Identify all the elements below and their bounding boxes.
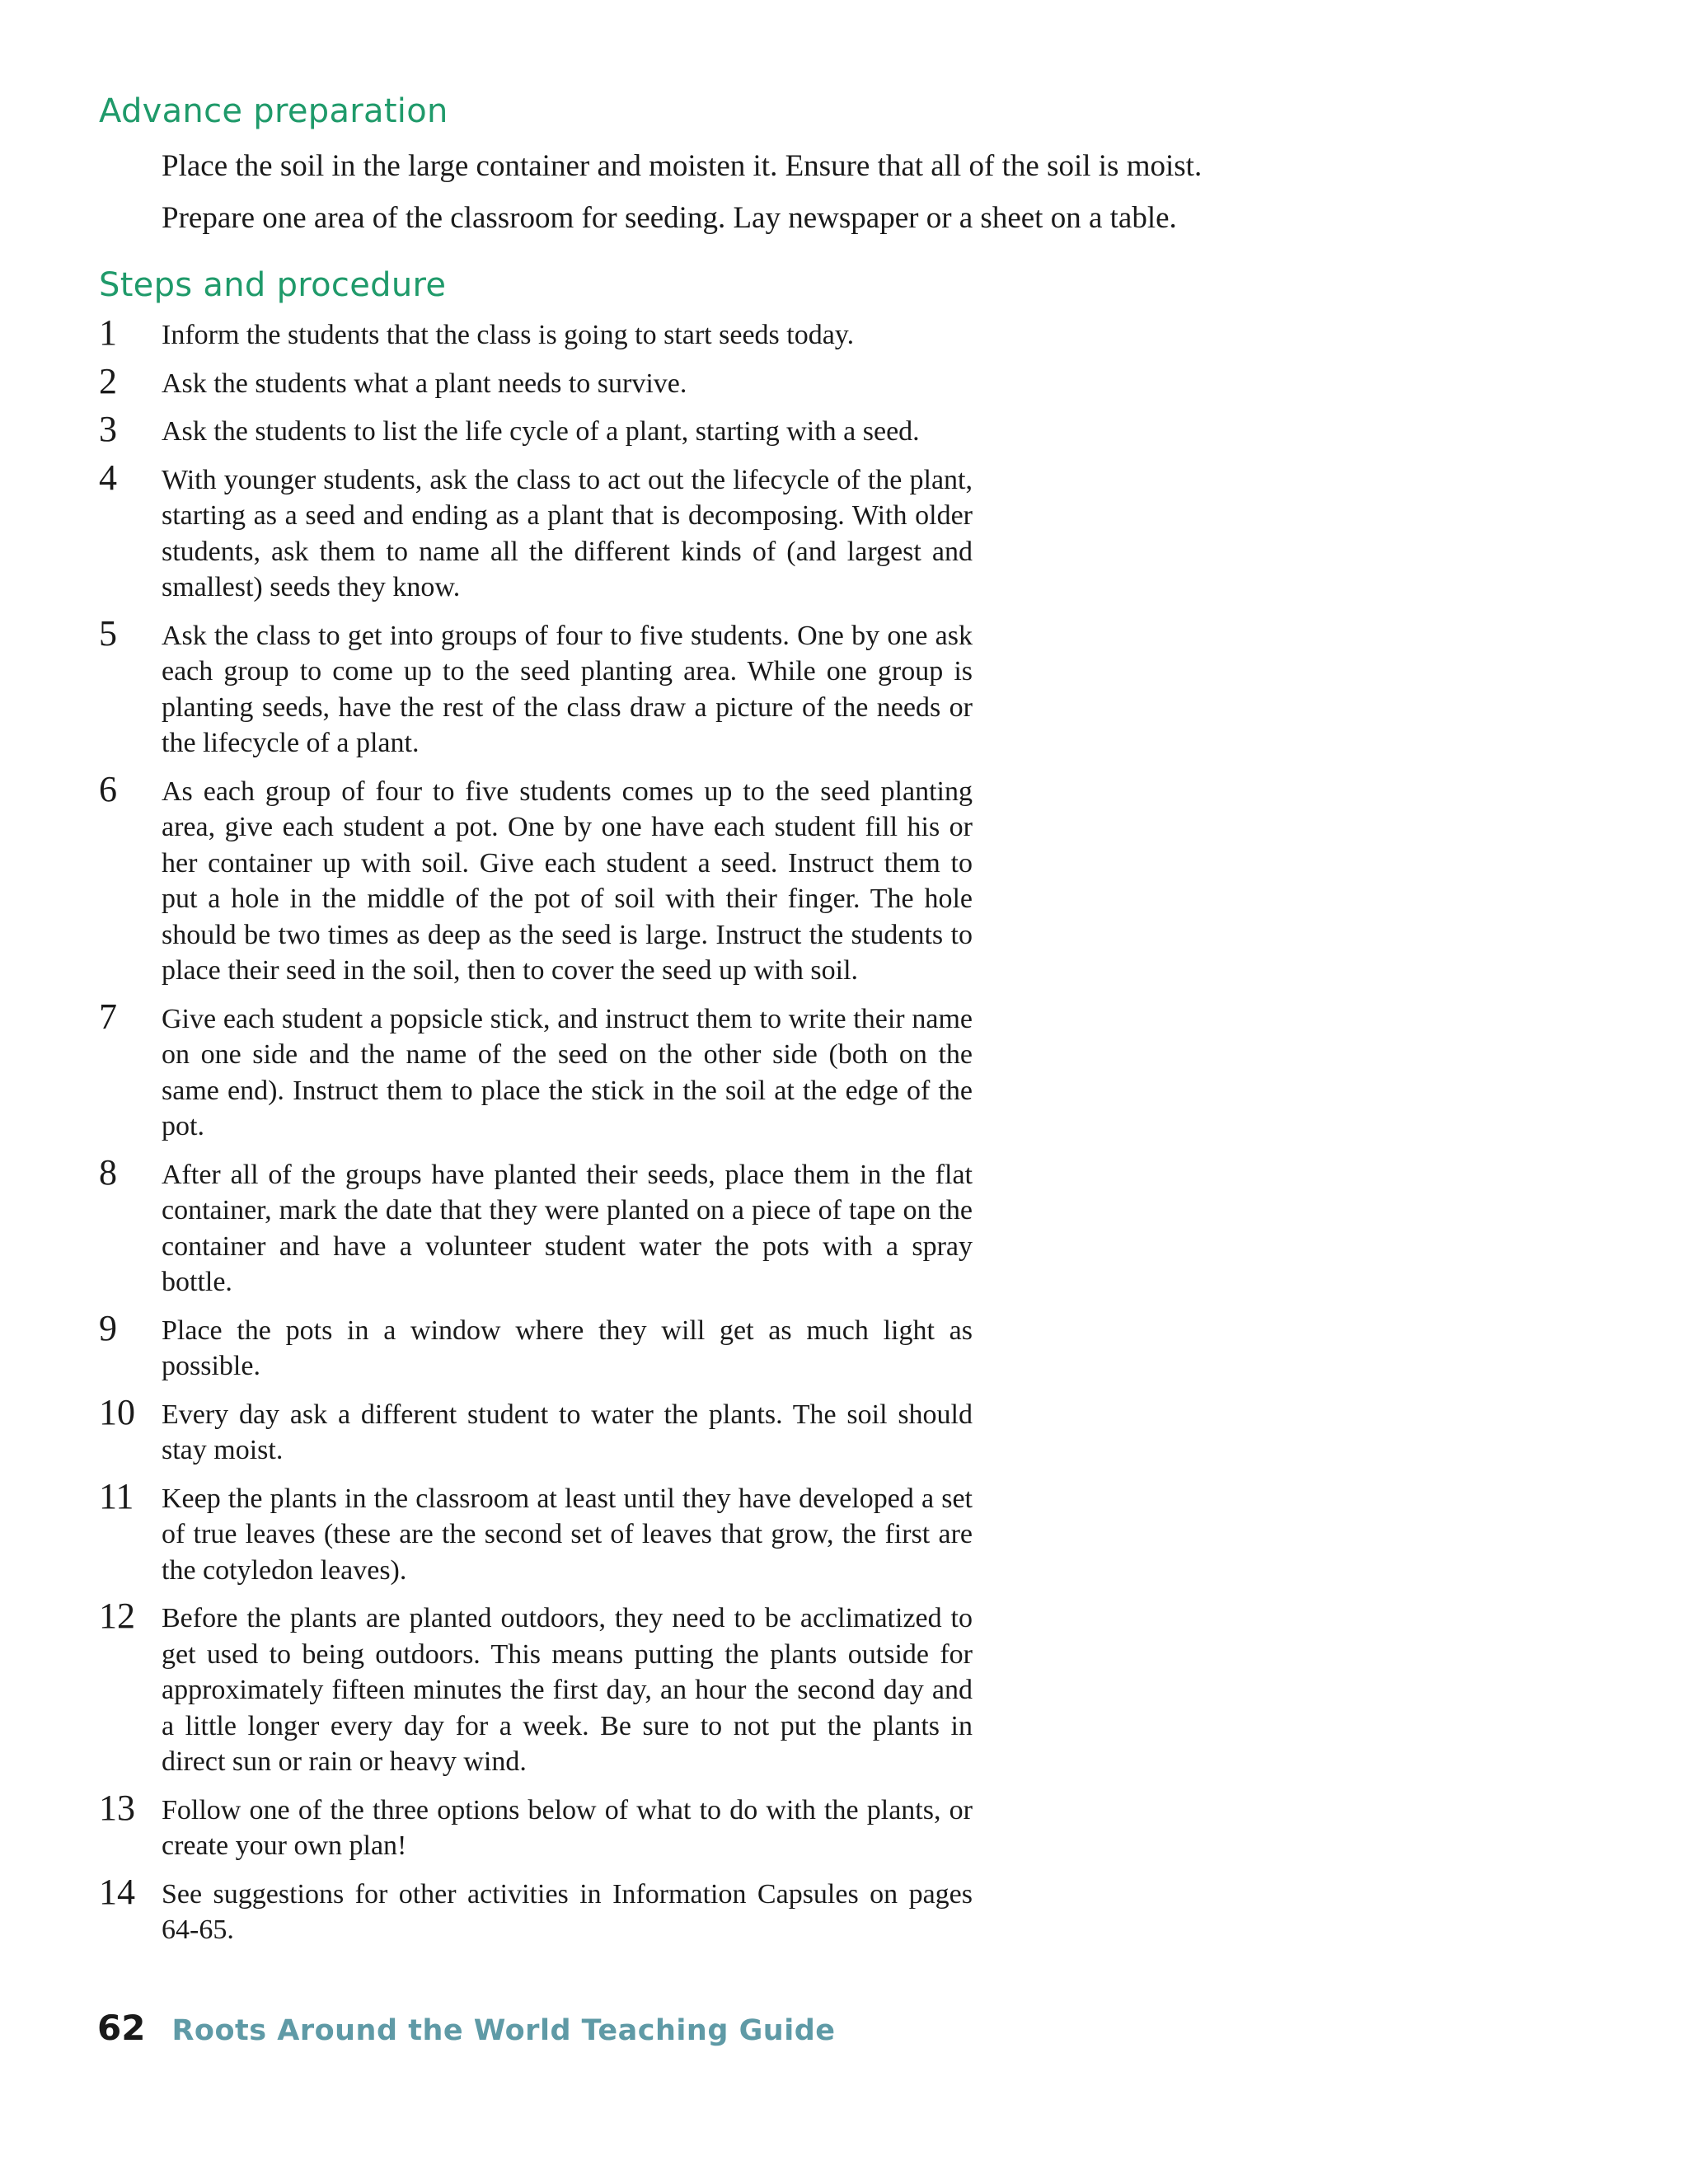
- step-number: 4: [99, 457, 117, 498]
- advance-preparation-heading: Advance preparation: [99, 92, 448, 130]
- step-text: Inform the students that the class is going to start seeds today.: [162, 320, 855, 350]
- steps-list: [99, 312, 973, 1961]
- step-text: Every day ask a different student to water the plants. The soil should stay moist.: [162, 1399, 973, 1465]
- step-number: 7: [99, 996, 117, 1037]
- step-item: [99, 457, 973, 606]
- step-text: Place the pots in a window where they will get as much light as possible.: [162, 1315, 973, 1381]
- step-item: [99, 612, 973, 762]
- step-text: As each group of four to five students comes up to the seed planting area, give each student a pot. One by one have each student fill his or her container up with soil. Give each student a seed. Instruct them to put a hole in the middle of the pot of soil with their finger. The hole should be two times as deep as the seed is large. Instruct the students to place their seed in the soil, then to cover the seed up with soil.: [162, 776, 973, 986]
- step-number: 2: [99, 360, 117, 401]
- page-number: 62: [97, 2008, 146, 2048]
- book-title: Roots Around the World Teaching Guide: [171, 2014, 836, 2047]
- step-number: 5: [99, 612, 117, 654]
- step-item: [99, 1475, 973, 1589]
- step-item: [99, 1787, 973, 1864]
- page-footer: [97, 2008, 836, 2048]
- step-item: [99, 1307, 973, 1385]
- step-text: With younger students, ask the class to act out the lifecycle of the plant, starting as a seed and ending as a plant that is decomposing. With older students, ask them to name all the different kinds of (and largest and smallest) seeds they know.: [162, 464, 973, 602]
- advance-preparation-paragraph: Place the soil in the large container and moisten it. Ensure that all of the soil is moist.: [162, 149, 1203, 183]
- steps-procedure-heading: Steps and procedure: [99, 266, 447, 304]
- step-number: 8: [99, 1151, 117, 1193]
- step-item: [99, 1596, 973, 1780]
- step-text: Ask the students to list the life cycle of a plant, starting with a seed.: [162, 416, 920, 447]
- step-item: [99, 1391, 973, 1469]
- step-text: After all of the groups have planted their seeds, place them in the flat container, mark the date that they were planted on a piece of tape on the container and have a volunteer student water the pots with a spray bottle.: [162, 1159, 973, 1297]
- step-number: 14: [99, 1871, 135, 1912]
- advance-preparation-paragraph: Prepare one area of the classroom for seeding. Lay newspaper or a sheet on a table.: [162, 201, 1177, 235]
- step-text: Follow one of the three options below of what to do with the plants, or create your own plan!: [162, 1794, 973, 1861]
- step-number: 6: [99, 768, 117, 809]
- step-item: [99, 1871, 973, 1948]
- step-number: 12: [99, 1596, 135, 1636]
- step-number: 1: [99, 312, 117, 353]
- step-text: See suggestions for other activities in Information Capsules on pages 64-65.: [162, 1878, 973, 1945]
- step-text: Keep the plants in the classroom at least until they have developed a set of true leaves (these are the second set of leaves that grow, the first are the cotyledon leaves).: [162, 1483, 973, 1586]
- step-number: 3: [99, 409, 117, 449]
- step-number: 9: [99, 1307, 117, 1348]
- step-item: [99, 1151, 973, 1301]
- step-item: [99, 409, 973, 450]
- step-text: Give each student a popsicle stick, and instruct them to write their name on one side and the name of the seed on the other side (both on the same end). Instruct them to place the stick in the soil at the edge of the pot.: [162, 1003, 973, 1141]
- step-item: [99, 312, 973, 354]
- step-number: 11: [99, 1475, 134, 1516]
- step-number: 13: [99, 1787, 135, 1828]
- step-item: [99, 360, 973, 402]
- step-text: Ask the class to get into groups of four to five students. One by one ask each group to come up to the seed planting area. While one group is planting seeds, have the rest of the class draw a picture of the needs or the lifecycle of a plant.: [162, 620, 973, 758]
- step-item: [99, 996, 973, 1145]
- step-text: Ask the students what a plant needs to survive.: [162, 368, 687, 399]
- step-text: Before the plants are planted outdoors, they need to be acclimatized to get used to being outdoors. This means putting the plants outside for approximately fifteen minutes the first day, an hour the second day and a little longer every day for a week. Be sure to not put the plants in direct sun or rain or heavy wind.: [162, 1603, 973, 1777]
- step-item: [99, 768, 973, 989]
- step-number: 10: [99, 1391, 135, 1432]
